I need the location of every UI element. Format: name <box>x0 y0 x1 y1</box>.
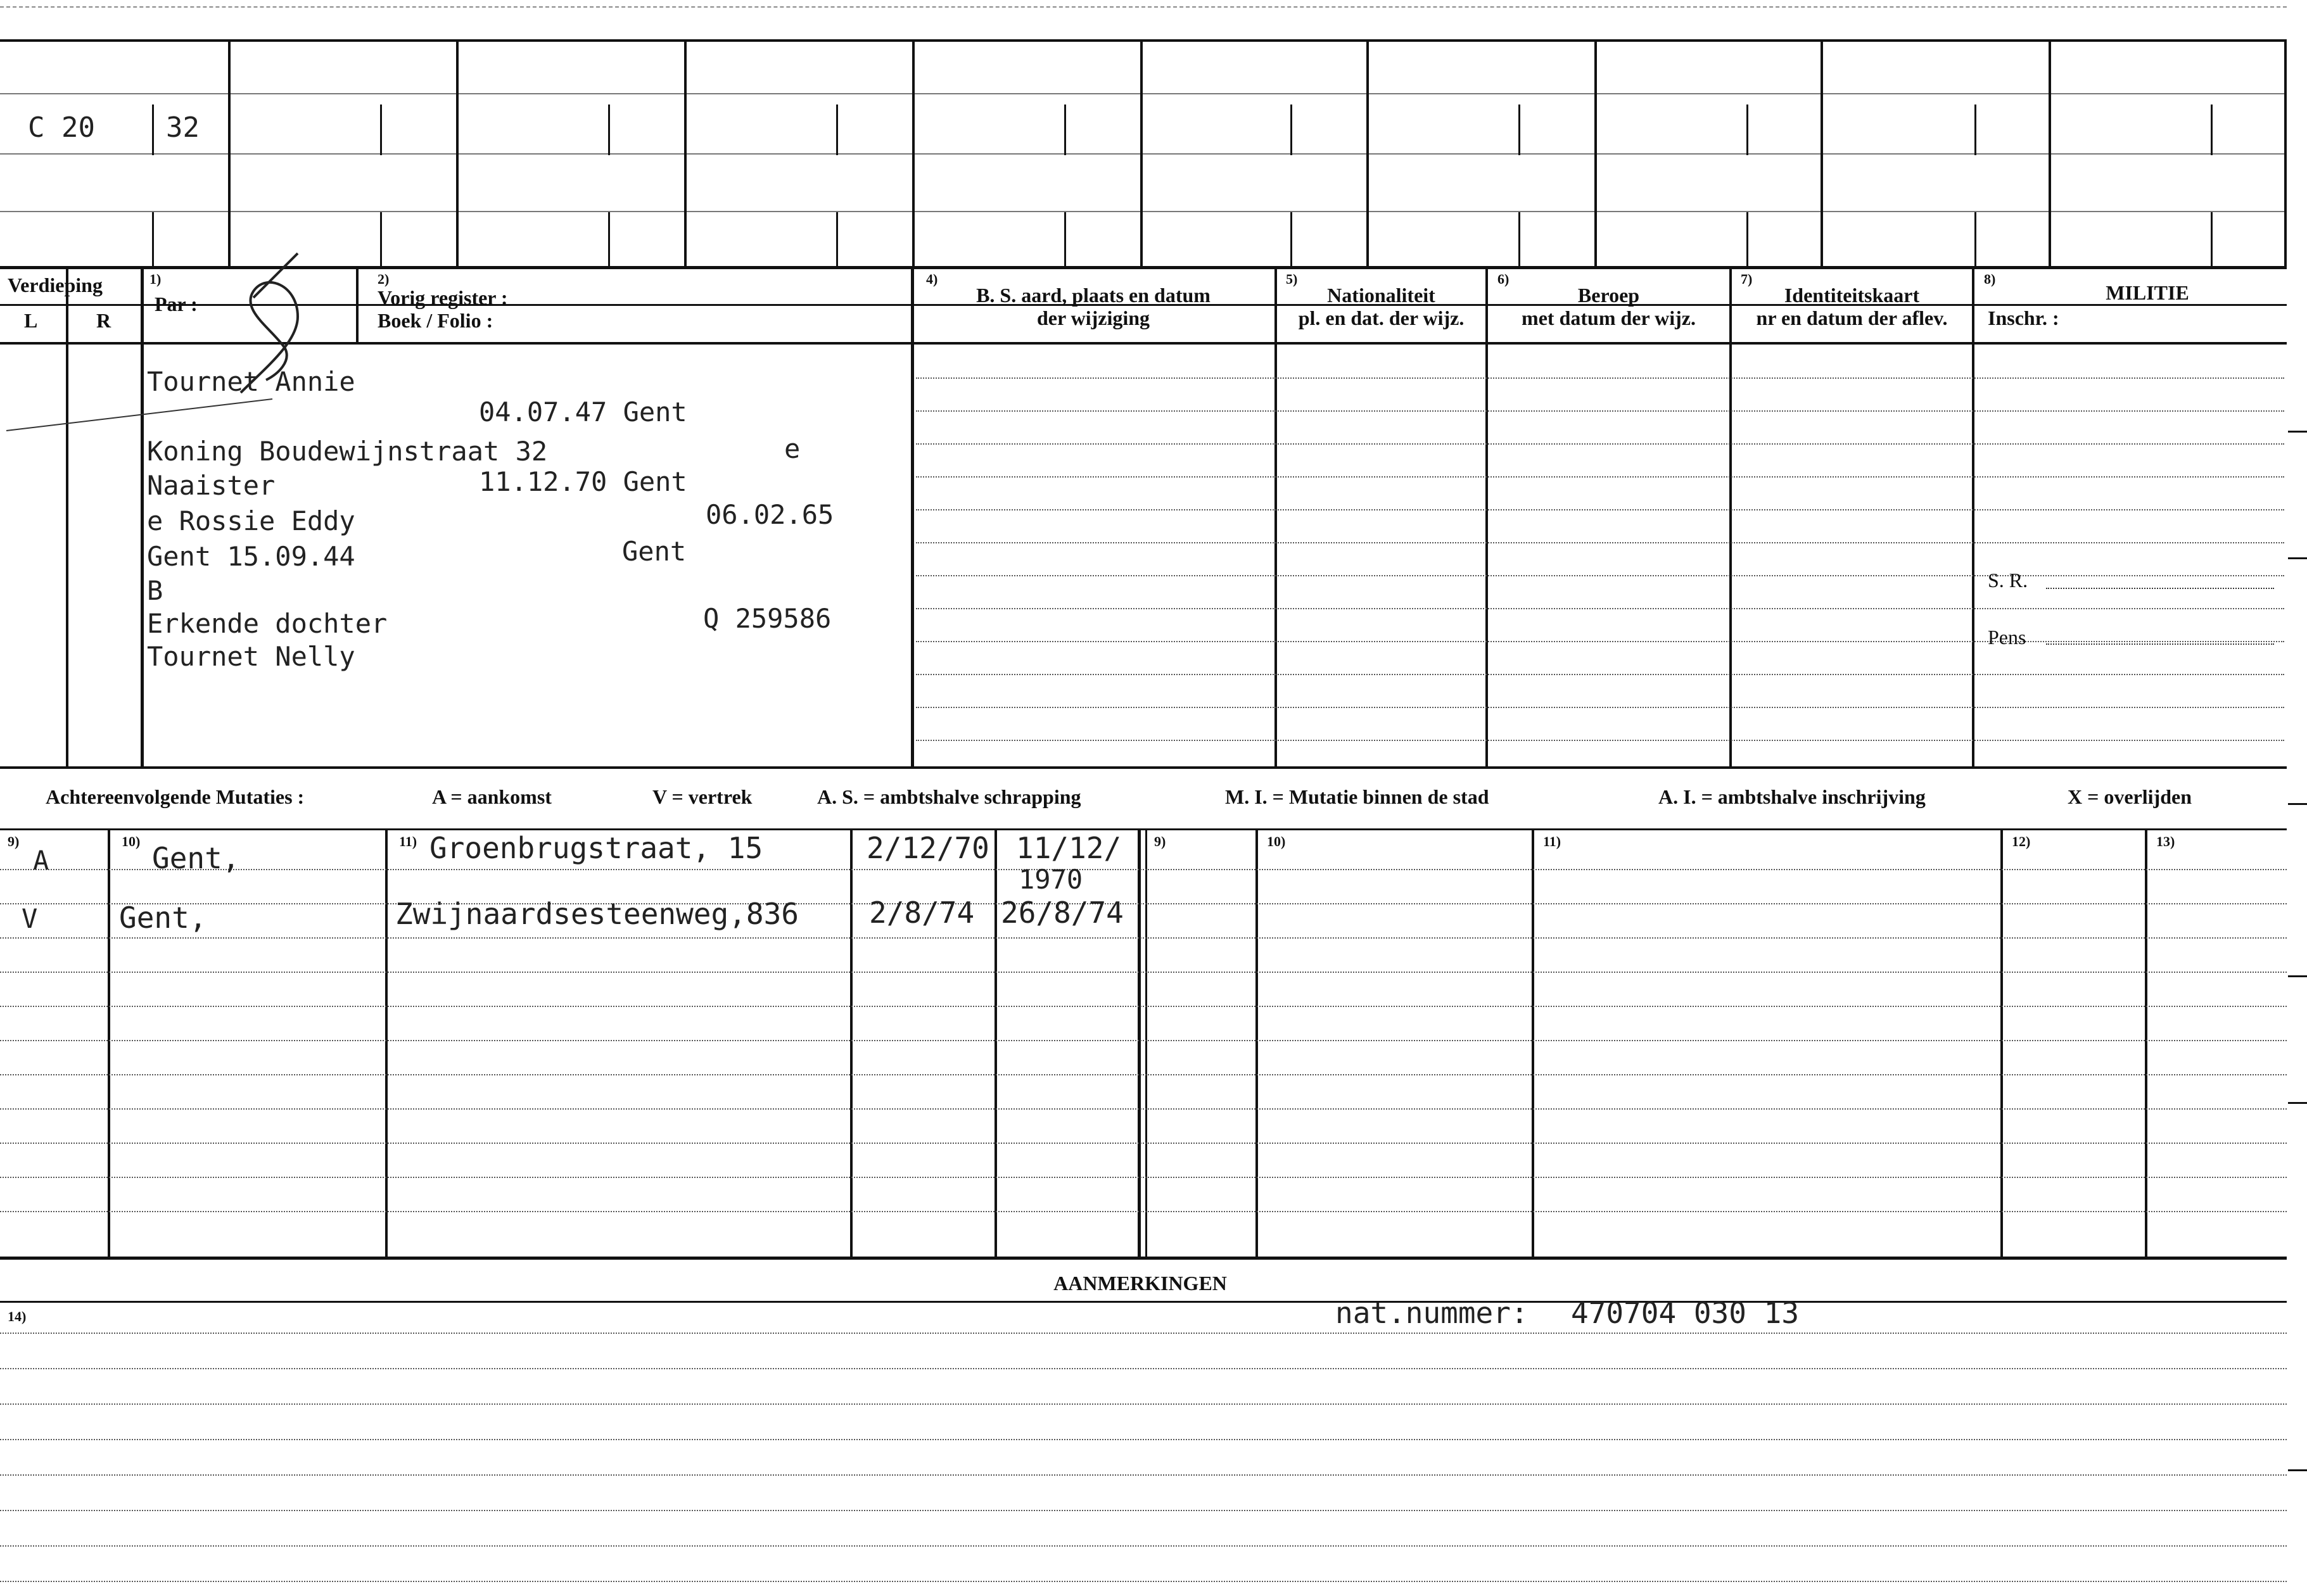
person-address-mark: e <box>784 433 801 464</box>
nationaliteit-line1: Nationaliteit <box>1327 284 1435 307</box>
col2-number: 2) <box>378 271 390 287</box>
mut-col10-right: 10) <box>1267 833 1286 849</box>
mutation-date2: 26/8/74 <box>1001 896 1124 930</box>
mut-col11-left: 11) <box>399 833 417 849</box>
spouse-birth: Gent 15.09.44 <box>147 541 355 572</box>
spouse-birth-place: Gent <box>622 536 687 567</box>
identiteitskaart-line2: nr en datum der aflev. <box>1756 307 1948 329</box>
col5-number: 5) <box>1286 271 1298 287</box>
card-code: C 20 <box>28 111 95 144</box>
bs-header-line2: der wijziging <box>1036 307 1150 329</box>
col1-number: 1) <box>149 271 162 287</box>
handwritten-par-mark <box>0 247 329 450</box>
person-occupation-date: 11.12.70 Gent <box>479 466 687 497</box>
child-name: Tournet Nelly <box>147 641 355 672</box>
col8-number: 8) <box>1984 271 1996 287</box>
verdieping-label: Verdieping <box>8 274 103 296</box>
card-number: 32 <box>166 111 200 144</box>
mutation-date2: 11/12/ <box>1016 831 1122 865</box>
legend-as: A. S. = ambtshalve schrapping <box>817 785 1081 808</box>
spouse-date: 06.02.65 <box>706 499 834 530</box>
person-name: Tournet Annie <box>147 366 355 397</box>
floor-r-label: R <box>96 309 111 332</box>
mutation-date1: 2/12/70 <box>867 831 989 865</box>
legend-a: A = aankomst <box>432 785 552 808</box>
sr-label: S. R. <box>1988 569 2028 592</box>
mutation-street: Groenbrugstraat, 15 <box>429 831 763 865</box>
legend-x: X = overlijden <box>2068 785 2192 808</box>
col6-number: 6) <box>1497 271 1509 287</box>
inschr-label: Inschr. : <box>1988 307 2059 329</box>
col4-number: 4) <box>926 271 938 287</box>
remarks-title: AANMERKINGEN <box>1053 1272 1227 1295</box>
person-address: Koning Boudewijnstraat 32 <box>147 436 548 467</box>
person-birth: 04.07.47 Gent <box>479 396 687 428</box>
mut-col12-right: 12) <box>2012 833 2031 849</box>
mutation-city: Gent, <box>152 841 240 875</box>
mutation-date1: 2/8/74 <box>869 896 975 930</box>
boek-folio-label: Boek / Folio : <box>378 309 493 332</box>
militie-label: MILITIE <box>2106 281 2189 304</box>
mut-col9-right: 9) <box>1154 833 1166 849</box>
mutation-type: V <box>22 903 38 934</box>
pens-label: Pens <box>1988 626 2026 649</box>
vorig-register-label: Vorig register : <box>378 286 508 309</box>
remarks-number: 14) <box>8 1308 27 1324</box>
par-label: Par : <box>155 293 198 315</box>
mutation-type: A <box>33 845 49 876</box>
mutation-city: Gent, <box>119 901 207 935</box>
mut-col13-right: 13) <box>2156 833 2175 849</box>
mut-col10-left: 10) <box>122 833 141 849</box>
b-line: B <box>147 575 163 606</box>
mut-col11-right: 11) <box>1543 833 1561 849</box>
col7-number: 7) <box>1741 271 1753 287</box>
beroep-line2: met datum der wijz. <box>1522 307 1696 329</box>
mutation-date2-year: 1970 <box>1019 864 1083 895</box>
mutation-street: Zwijnaardsesteenweg,836 <box>395 897 799 931</box>
beroep-line1: Beroep <box>1577 284 1640 307</box>
spouse-name: e Rossie Eddy <box>147 505 355 536</box>
nat-number-label: nat.nummer: <box>1335 1296 1528 1330</box>
id-number: Q 259586 <box>703 603 832 634</box>
floor-l-label: L <box>24 309 38 332</box>
child-label: Erkende dochter <box>147 608 388 639</box>
nat-number-value: 470704 030 13 <box>1571 1296 1800 1330</box>
legend-intro: Achtereenvolgende Mutaties : <box>46 785 305 808</box>
nationaliteit-line2: pl. en dat. der wijz. <box>1298 307 1465 329</box>
identiteitskaart-line1: Identiteitskaart <box>1784 284 1920 307</box>
legend-mi: M. I. = Mutatie binnen de stad <box>1225 785 1489 808</box>
person-occupation: Naaister <box>147 470 276 501</box>
mut-col9-left: 9) <box>8 833 20 849</box>
legend-v: V = vertrek <box>652 785 753 808</box>
bs-header-line1: B. S. aard, plaats en datum <box>976 284 1211 307</box>
legend-ai: A. I. = ambtshalve inschrijving <box>1658 785 1926 808</box>
